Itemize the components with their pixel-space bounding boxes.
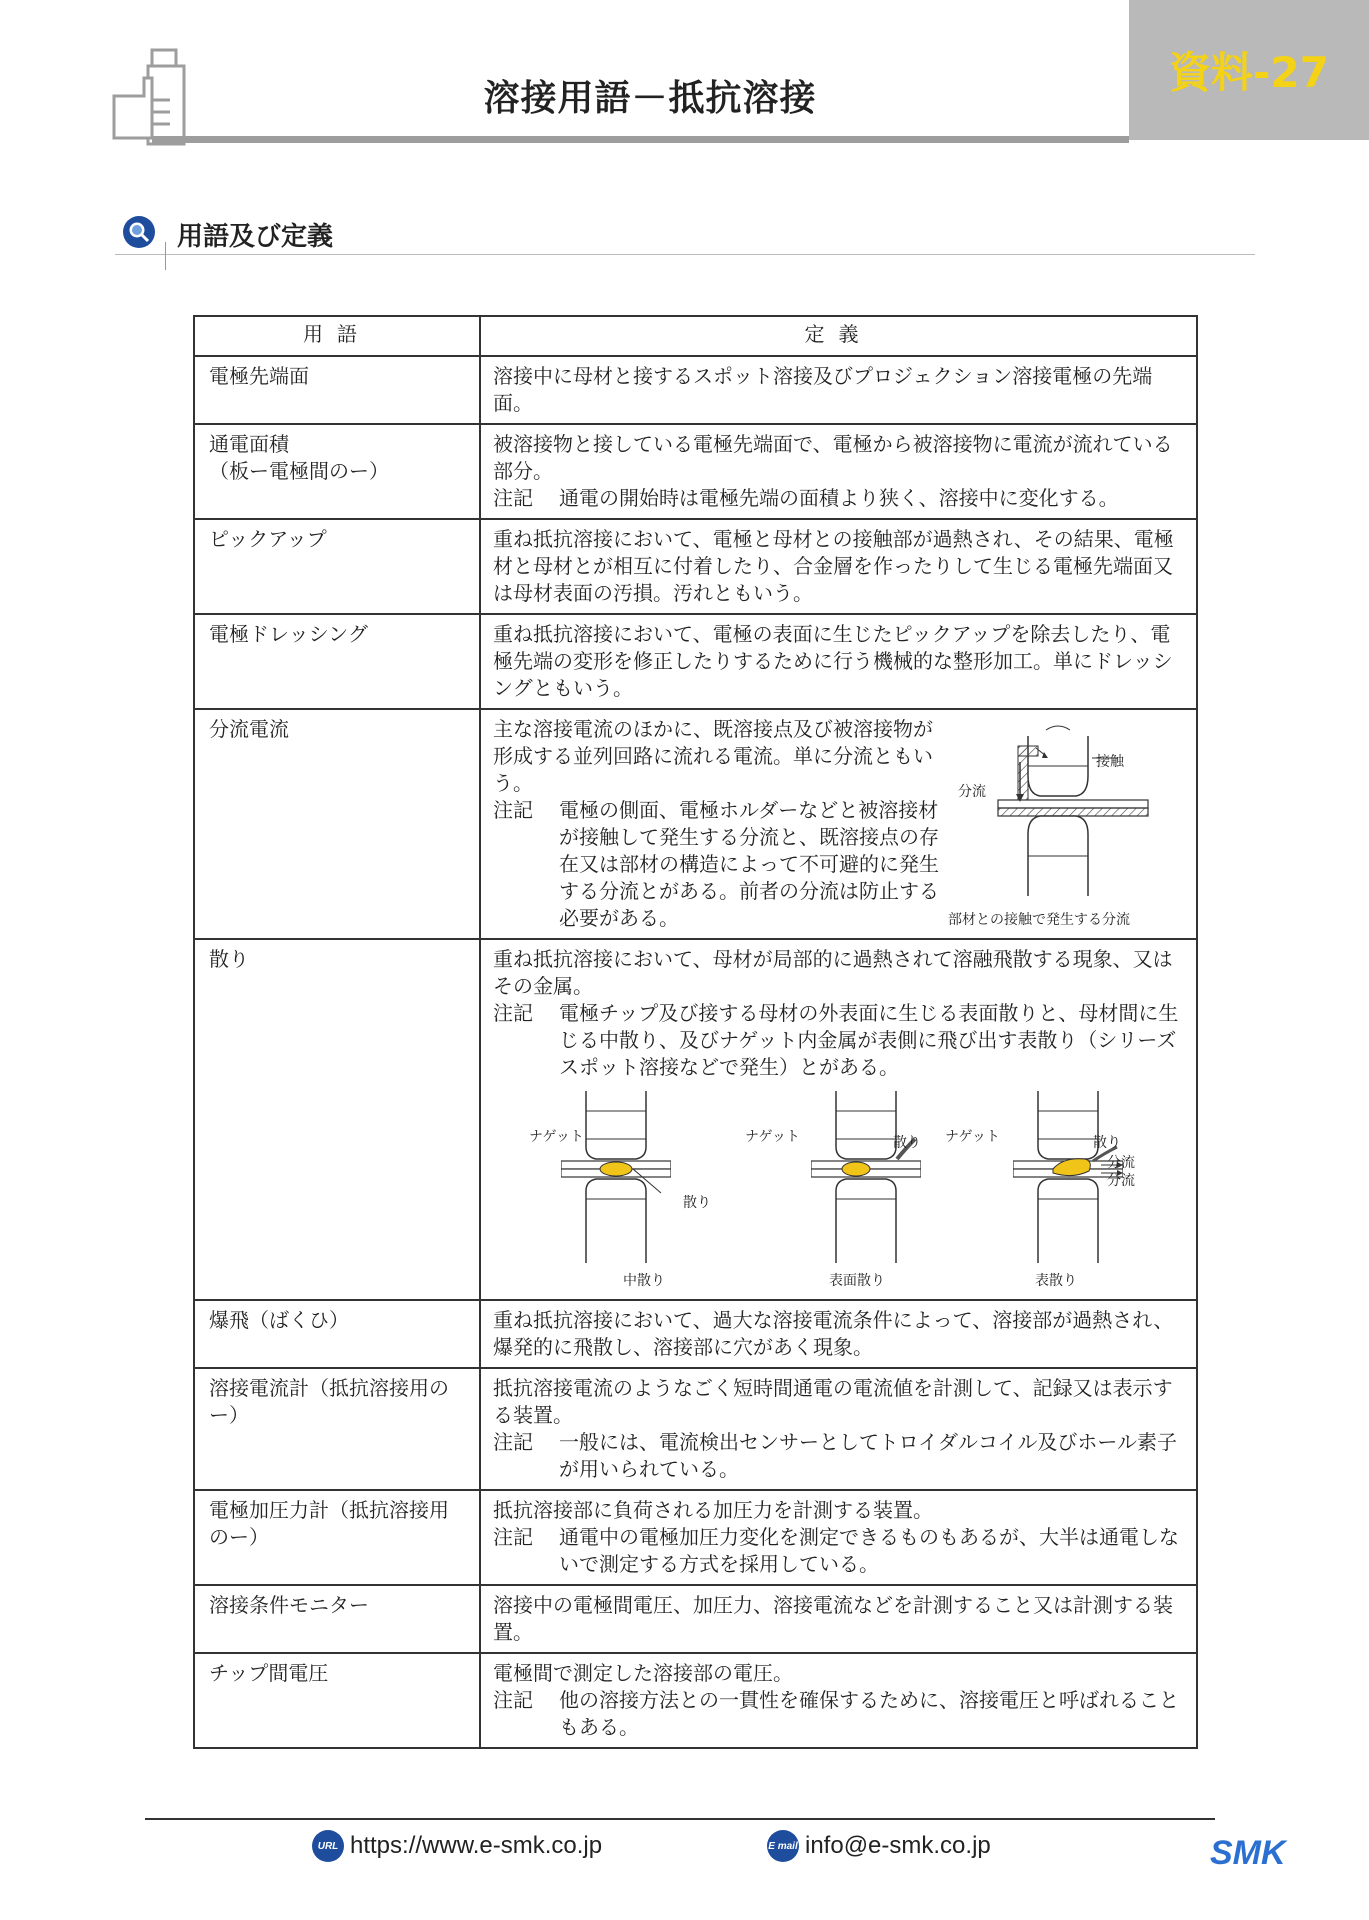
mail-icon: E mail [767,1830,799,1862]
definition-text: 抵抗溶接電流のようなごく短時間通電の電流値を計測して、記録又は表示する装置。 [493,1376,1173,1427]
definition-cell [480,519,1197,614]
definition-cell [480,1368,1197,1490]
term-cell [194,1368,480,1490]
spatter-figures [493,1087,1184,1293]
inner-spatter-diagram [561,1087,671,1267]
footer-divider [145,1818,1215,1820]
note-text: 一般には、電流検出センサーとしてトロイダルコイル及びホール素子が用いられている。 [559,1430,1177,1481]
table-row [194,356,1197,424]
inner-spatter-caption: 中散り [623,1273,665,1289]
nugget-label: ナゲット [529,1129,584,1145]
definition-text: 重ね抵抗溶接において、母材が局部的に過熱されて溶融飛散する現象、又はその金属。 [493,947,1173,998]
term-text: 電極先端面 [209,364,309,388]
note [493,1429,1184,1483]
definition-cell [480,1585,1197,1653]
footer-mail[interactable] [767,1830,991,1862]
shunt-label: 分流 [1107,1173,1135,1189]
nugget-label: ナゲット [945,1129,1000,1145]
term-text: チップ間電圧 [209,1661,329,1685]
definition-cell [480,1490,1197,1585]
term-cell [194,1653,480,1748]
surface-spatter-diagram [811,1087,921,1267]
table-row [194,424,1197,519]
definition-text: 主な溶接電流のほかに、既溶接点及び被溶接物が形成する並列回路に流れる電流。単に分流ともいう。 [493,717,933,795]
document-number-badge: 資料-27 [1129,0,1369,140]
note-label: 注記 [493,1001,533,1025]
header-divider [152,136,1129,143]
smk-logo-icon [1210,1836,1310,1868]
shunt-diagram [948,716,1168,912]
term-text: 溶接条件モニター [209,1593,369,1617]
note-label: 注記 [493,1430,533,1454]
note-text: 通電中の電極加圧力変化を測定できるものもあるが、大半は通電しないで測定する方式を採用している。 [559,1525,1179,1576]
definition-cell [480,356,1197,424]
term-cell [194,1585,480,1653]
note-label: 注記 [493,1525,533,1549]
term-text: ピックアップ [209,527,327,551]
term-text: 溶接電流計（抵抗溶接用のー） [209,1376,449,1427]
definition-text: 抵抗溶接部に負荷される加圧力を計測する装置。 [493,1498,933,1522]
section-title: 用語及び定義 [177,222,334,252]
note [493,1687,1184,1741]
note-label: 注記 [493,486,533,510]
definition-cell [480,939,1197,1300]
note [493,797,948,932]
table-row [194,614,1197,709]
shunt-current-figure [948,716,1184,932]
definition-text: 溶接中の電極間電圧、加圧力、溶接電流などを計測すること又は計測する装置。 [493,1593,1173,1644]
term-cell [194,356,480,424]
note [493,485,1184,512]
note-text: 電極の側面、電極ホルダーなどと被溶接材が接触して発生する分流と、既溶接点の存在又は部材の構造によって不可避的に発生する分流とがある。前者の分流は防止する必要がある。 [559,798,939,930]
surface-spatter-caption: 表面散り [829,1273,885,1289]
note-text: 通電の開始時は電極先端の面積より狭く、溶接中に変化する。 [559,486,1119,510]
note-text: 電極チップ及び接する母材の外表面に生じる表面散りと、母材間に生じる中散り、及びナゲット内金属が表側に飛び出す表散り（シリーズスポット溶接などで発生）とがある。 [559,1001,1179,1079]
url-icon: URL [312,1830,344,1862]
definition-cell [480,614,1197,709]
definition-cell [480,424,1197,519]
front-spatter-caption: 表散り [1035,1273,1077,1289]
definition-cell [480,1653,1197,1748]
term-cell [194,709,480,939]
definition-text: 重ね抵抗溶接において、電極と母材との接触部が過熱され、その結果、電極材と母材とが相互に付着したり、合金層を作ったりして生じる電極先端面又は母材表面の汚損。汚れともいう。 [493,527,1174,605]
definition-text: 重ね抵抗溶接において、過大な溶接電流条件によって、溶接部が過熱され、爆発的に飛散し、溶接部に穴があく現象。 [493,1308,1174,1359]
note-label: 注記 [493,798,533,822]
smk-logo [1210,1836,1310,1872]
table-row [194,1300,1197,1368]
shunt-label: 分流 [1107,1155,1135,1171]
term-cell [194,614,480,709]
term-cell [194,424,480,519]
term-cell [194,939,480,1300]
table-row [194,1368,1197,1490]
table-row [194,939,1197,1300]
magnifier-icon [122,215,156,249]
svg-text:SMK: SMK [1210,1836,1286,1868]
nugget-label: ナゲット [745,1129,800,1145]
definition-text: 被溶接物と接している電極先端面で、電極から被溶接物に電流が流れている部分。 [493,432,1173,483]
term-subtext: （板ー電極間のー） [209,459,389,483]
mail-link[interactable]: info@e-smk.co.jp [805,1832,991,1859]
definition-text: 電極間で測定した溶接部の電圧。 [493,1661,793,1685]
table-row [194,1490,1197,1585]
term-cell [194,1490,480,1585]
table-row [194,709,1197,939]
definition-cell [480,709,1197,939]
shunt-label: 分流 [958,784,986,800]
term-text: 通電面積 [209,432,289,456]
note [493,1000,1184,1081]
table-row [194,519,1197,614]
term-cell [194,1300,480,1368]
note [493,1524,1184,1578]
term-text: 散り [209,947,249,971]
definition-text: 重ね抵抗溶接において、電極の表面に生じたピックアップを除去したり、電極先端の変形を修正したりするために行う機械的な整形加工。単にドレッシングともいう。 [493,622,1173,700]
spatter-label: 散り [893,1135,921,1151]
terms-table [193,315,1198,1749]
table-header-row [194,316,1197,356]
table-row [194,1653,1197,1748]
url-link[interactable]: https://www.e-smk.co.jp [350,1832,603,1859]
note-label: 注記 [493,1688,533,1712]
section-divider-tick [165,242,166,270]
footer-url[interactable] [312,1830,602,1862]
section-divider [115,254,1255,255]
table-row [194,1585,1197,1653]
contact-label: 接触 [1096,754,1124,770]
term-text: 分流電流 [209,717,289,741]
header-definition: 定義 [480,316,1197,356]
header-term: 用語 [194,316,480,356]
term-text: 電極ドレッシング [209,622,368,646]
definition-text: 溶接中に母材と接するスポット溶接及びプロジェクション溶接電極の先端面。 [493,364,1153,415]
term-text: 爆飛（ばくひ） [209,1308,349,1332]
definition-cell [480,1300,1197,1368]
term-text: 電極加圧力計（抵抗溶接用のー） [209,1498,449,1549]
term-cell [194,519,480,614]
note-text: 他の溶接方法との一貫性を確保するために、溶接電圧と呼ばれることもある。 [559,1688,1179,1739]
shunt-figure-caption: 部材との接触で発生する分流 [948,912,1130,928]
spatter-label: 散り [1093,1135,1121,1151]
page-title: 溶接用語－抵抗溶接 [483,78,817,119]
spatter-label: 散り [683,1195,711,1211]
